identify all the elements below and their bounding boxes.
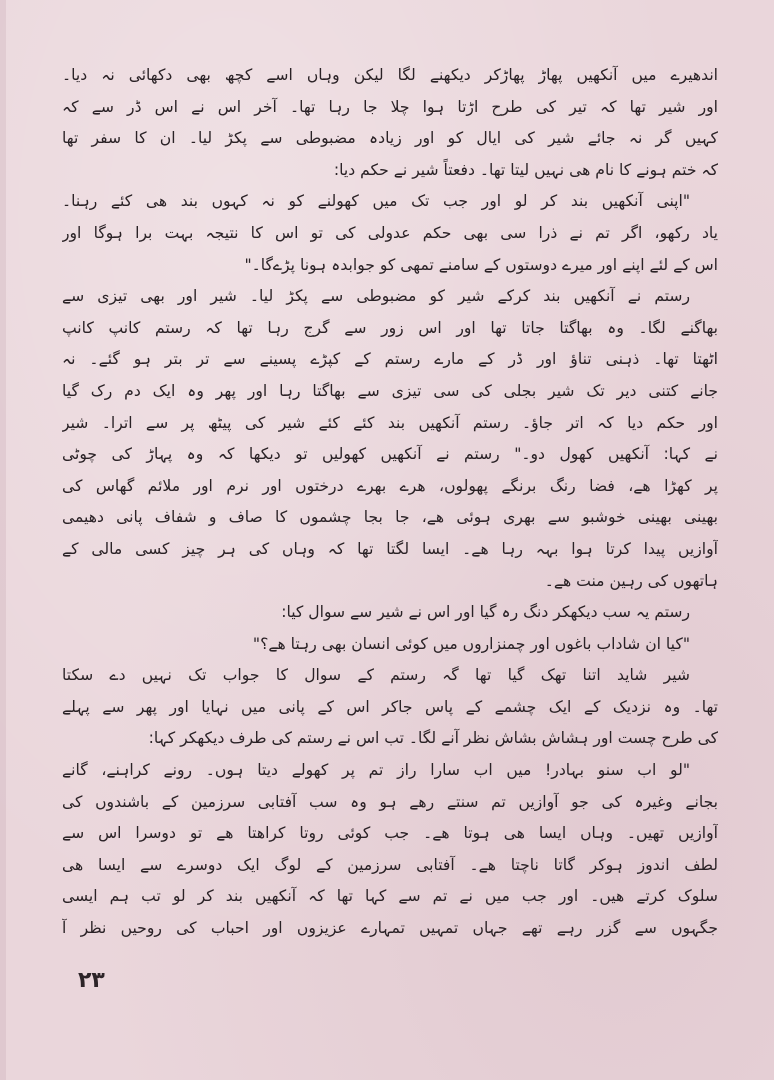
- text-line: اور حکم دیا کہ اتر جاؤ۔ رستم آنکھیں بند کئے کئے شیر کی پیٹھ پر سے اترا۔ شیر: [62, 413, 718, 432]
- text-line: لطف اندوز ہوکر گاتا ناچتا ھے۔ آفتابی سرزمین کے لوگ ایک دوسرے سے ایسا ھی: [62, 855, 718, 874]
- paragraph-2: [62, 186, 718, 281]
- text-line: ہاتھوں کی رہین منت ھے۔: [544, 571, 718, 590]
- text-line: رستم یہ سب دیکھکر دنگ رہ گیا اور اس نے شیر سے سوال کیا:: [281, 603, 690, 622]
- text-line: یاد رکھو، اگر تم نے ذرا سی بھی حکم عدولی کی تو اس کا نتیجہ بہت برا ہوگا اور: [62, 223, 718, 242]
- text-line: اس کے لئے اپنے اور میرے دوستوں کے سامنے تمھی کو جوابدہ ہونا پڑےگا۔": [244, 255, 718, 274]
- text-line: پر کھڑا ھے، فضا رنگ برنگے پھولوں، ھرے بھرے درختوں اور نرم اور ملائم گھاس کی: [62, 476, 718, 495]
- text-line: اور شیر تھا کہ تیر کی طرح اڑتا ہوا چلا جا رہا تھا۔ آخر اس نے اس ڈر سے کہ: [62, 97, 718, 116]
- text-line: اٹھتا تھا۔ ذہنی تناؤ اور ڈر کے مارے رستم کے کپڑے پسینے سے تر بتر ہو گئے۔ نہ: [62, 350, 718, 369]
- text-line: بھینی بھینی خوشبو سے بھری ہوئی ھے، جا بجا چشموں کا صاف و شفاف پانی دھیمی: [62, 508, 718, 527]
- text-line: بھاگنے لگا۔ وہ بھاگتا جاتا تھا اور اس زور سے گرج رہا تھا کہ رستم کانپ کانپ: [62, 318, 718, 337]
- text-line: "لو اب سنو بہادر! میں اب سارا راز تم پر کھولے دیتا ہوں۔ رونے کراہنے، گانے: [62, 761, 690, 780]
- text-line: جانے کتنی دیر تک شیر بجلی کی سی تیزی سے بھاگتا رہا اور پھر وہ ایک دم رک گیا: [62, 381, 718, 400]
- paragraph-5: [62, 629, 718, 661]
- paragraph-1: [62, 60, 718, 186]
- text-line: کہ ختم ہونے کا نام ھی نہیں لیتا تھا۔ دفعتاً شیر نے حکم دیا:: [333, 160, 718, 179]
- paragraph-6: [62, 660, 718, 755]
- text-line: تھا۔ وہ نزدیک کے ایک چشمے کے پاس جاکر اس کے پانی میں نہایا اور پھر سے پہلے: [62, 697, 718, 716]
- text-line: سلوک کرتے ھیں۔ اور جب میں نے تم سے کہا تھا کہ آنکھیں بند کر لو تب ہم ایسی: [62, 887, 718, 906]
- text-line: کہیں گر نہ جائے شیر کی ایال کو اور زیادہ مضبوطی سے پکڑ لیا۔ ان کا سفر تھا: [62, 129, 718, 148]
- text-line: اندھیرے میں آنکھیں پھاڑ پھاڑکر دیکھنے لگا لیکن وہاں اسے کچھ بھی دکھائی نہ دیا۔: [62, 66, 718, 84]
- paragraph-7: [62, 755, 718, 945]
- text-line: "کیا ان شاداب باغوں اور چمنزاروں میں کوئی انسان بھی رہتا ھے؟": [252, 634, 690, 653]
- paragraph-3: [62, 281, 718, 597]
- text-line: کی طرح چست اور ہشاش بشاش نظر آنے لگا۔ تب اس نے رستم کی طرف دیکھکر کہا:: [148, 729, 718, 748]
- text-line: شیر شاید اتنا تھک گیا تھا گہ رستم کے سوال کا جواب تک نہیں دے سکتا: [62, 666, 690, 685]
- text-line: آوازیں پیدا کرتا ہوا بہہ رہا ھے۔ ایسا لگتا تھا کہ وہاں کی ہر چیز کسی مالی کے: [62, 539, 718, 558]
- paragraph-4: [62, 597, 718, 629]
- text-line: بجانے وغیرہ کی جو آوازیں تم سنتے رھے ہو وہ سب آفتابی سرزمین کے باشندوں کی: [62, 792, 718, 811]
- text-line: آوازیں تھیں۔ وہاں ایسا ھی ہوتا ھے۔ جب کوئی روتا کراھتا ھے تو دوسرا اس سے: [62, 824, 718, 843]
- text-line: "اپنی آنکھیں بند کر لو اور جب تک میں کھولنے کو نہ کہوں بند ھی کئے رہنا۔: [62, 192, 690, 211]
- text-line: نے کہا: آنکھیں کھول دو۔" رستم نے آنکھیں کھولیں تو دیکھا کہ وہ پہاڑ کی چوٹی: [62, 445, 718, 464]
- page-body-text: [62, 60, 718, 945]
- text-line: جگہوں سے گزر رہے تھے جہاں تمہیں تمہارے عزیزوں اور احباب کی روحیں نظر آ: [62, 919, 718, 938]
- text-line: رستم نے آنکھیں بند کرکے شیر کو مضبوطی سے پکڑ لیا۔ شیر اور بھی تیزی سے: [62, 287, 690, 306]
- page-number: ۲۳: [78, 968, 105, 993]
